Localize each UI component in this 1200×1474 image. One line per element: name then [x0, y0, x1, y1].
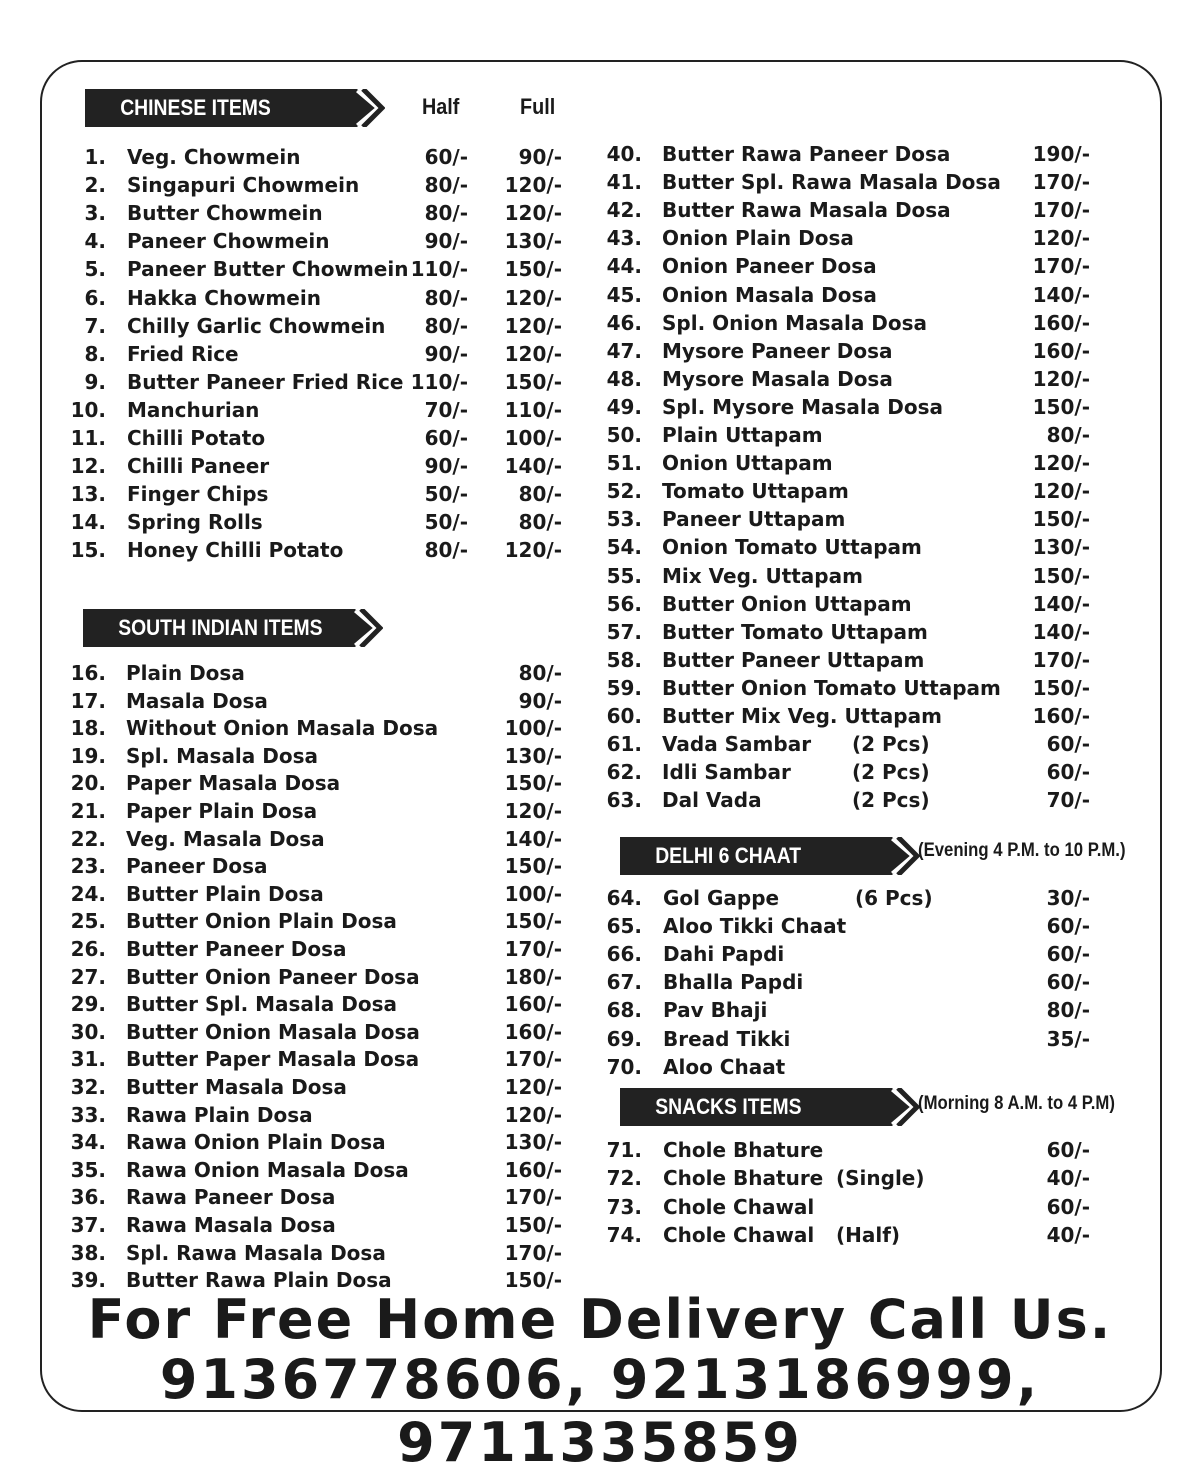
item-number: 11.	[70, 426, 106, 450]
item-number: 2.	[84, 173, 106, 198]
item-number: 61.	[606, 732, 642, 757]
item-number: 41.	[606, 170, 642, 195]
item-half-price: 80/-	[424, 173, 468, 198]
item-name: Aloo Chaat	[663, 1054, 786, 1079]
item-number: 42.	[606, 198, 642, 223]
item-quantity: (2 Pcs)	[852, 788, 930, 813]
menu-item-row	[0, 252, 1200, 280]
item-name: Rawa Plain Dosa	[126, 1102, 313, 1127]
item-name: Bread Tikki	[663, 1026, 791, 1051]
item-name: Onion Uttapam	[662, 451, 833, 476]
item-full-price: 120/-	[504, 285, 562, 310]
item-price: 130/-	[1032, 535, 1090, 560]
item-number: 18.	[70, 716, 106, 741]
item-name: Spring Rolls	[127, 510, 263, 535]
item-price: 40/-	[1046, 1166, 1090, 1191]
item-name: Butter Plain Dosa	[126, 881, 324, 906]
item-quantity: (Single)	[836, 1166, 925, 1191]
item-full-price: 120/-	[504, 341, 562, 366]
item-number: 12.	[70, 454, 106, 479]
item-price: 190/-	[1032, 142, 1090, 166]
item-number: 47.	[606, 338, 642, 363]
menu-item-row	[0, 449, 1200, 477]
item-number: 46.	[606, 310, 642, 335]
item-price: 60/-	[1046, 914, 1090, 939]
item-price: 150/-	[504, 854, 562, 879]
item-price: 120/-	[504, 799, 562, 823]
item-number: 62.	[606, 760, 642, 785]
delivery-call-text: For Free Home Delivery Call Us.	[87, 1288, 1113, 1351]
item-number: 17.	[70, 688, 106, 713]
item-number: 19.	[70, 743, 106, 768]
item-number: 27.	[70, 964, 106, 989]
full-column-header: Full	[520, 94, 556, 119]
item-name: Butter Masala Dosa	[126, 1075, 347, 1099]
item-name: Butter Onion Paneer Dosa	[126, 964, 420, 989]
item-half-price: 50/-	[424, 482, 468, 507]
item-full-price: 80/-	[518, 510, 562, 535]
item-name: Plain Uttapam	[662, 423, 823, 447]
item-number: 9.	[84, 369, 106, 394]
item-name: Rawa Paneer Dosa	[126, 1185, 336, 1210]
item-price: 160/-	[504, 992, 562, 1017]
item-name: Rawa Masala Dosa	[126, 1213, 336, 1237]
item-number: 57.	[606, 619, 642, 644]
menu-item-row	[0, 1025, 1200, 1053]
item-name: Chilli Paneer	[127, 454, 270, 479]
item-half-price: 50/-	[424, 510, 468, 535]
item-name: Butter Paneer Uttapam	[662, 647, 925, 672]
item-half-price: 90/-	[424, 229, 468, 254]
item-name: Dal Vada	[662, 788, 762, 813]
item-half-price: 110/-	[410, 257, 468, 282]
item-price: 60/-	[1046, 1194, 1090, 1219]
item-half-price: 80/-	[424, 538, 468, 563]
chinese-items-banner	[85, 89, 380, 127]
item-name: Idli Sambar	[662, 760, 791, 785]
item-name: Chole Bhature	[663, 1138, 824, 1162]
item-name: Butter Chowmein	[127, 201, 323, 226]
item-name: Vada Sambar	[662, 732, 812, 757]
menu-item-row	[0, 758, 1200, 786]
menu-item-row	[0, 590, 1200, 618]
item-name: Paneer Chowmein	[127, 229, 330, 254]
item-price: 160/-	[1032, 704, 1090, 728]
item-name: Chole Chawal	[663, 1222, 815, 1247]
item-number: 53.	[606, 507, 642, 532]
item-price: 170/-	[504, 937, 562, 961]
item-price: 120/-	[504, 1102, 562, 1127]
item-price: 40/-	[1046, 1222, 1090, 1247]
item-number: 16.	[70, 661, 106, 685]
item-name: Gol Gappe	[663, 886, 780, 910]
item-price: 80/-	[1046, 423, 1090, 447]
item-price: 120/-	[1032, 479, 1090, 504]
item-half-price: 60/-	[424, 145, 468, 169]
item-price: 150/-	[1032, 507, 1090, 532]
menu-item-row	[0, 505, 1200, 533]
item-price: 150/-	[1032, 563, 1090, 588]
item-price: 160/-	[504, 1019, 562, 1044]
item-number: 20.	[70, 771, 106, 796]
item-price: 120/-	[1032, 451, 1090, 476]
item-number: 71.	[606, 1138, 642, 1162]
item-number: 56.	[606, 591, 642, 616]
item-price: 150/-	[504, 1213, 562, 1237]
menu-item-row	[0, 968, 1200, 996]
item-number: 31.	[70, 1047, 106, 1072]
item-price: 130/-	[504, 743, 562, 768]
item-number: 49.	[606, 394, 642, 419]
item-price: 140/-	[1032, 282, 1090, 307]
item-name: Finger Chips	[127, 482, 269, 507]
item-price: 170/-	[504, 1185, 562, 1210]
item-name: Chilli Potato	[127, 426, 266, 450]
item-number: 55.	[606, 563, 642, 588]
item-name: Mysore Masala Dosa	[662, 366, 893, 391]
menu-item-row	[0, 786, 1200, 814]
item-half-price: 70/-	[424, 397, 468, 422]
item-name: Singapuri Chowmein	[127, 173, 360, 198]
menu-item-row	[0, 702, 1200, 730]
item-half-price: 60/-	[424, 426, 468, 450]
item-name: Mysore Paneer Dosa	[662, 338, 893, 363]
item-name: Butter Onion Masala Dosa	[126, 1019, 420, 1044]
item-price: 150/-	[1032, 394, 1090, 419]
snacks-items-title: SNACKS ITEMS	[620, 1088, 875, 1126]
item-number: 21.	[70, 799, 106, 823]
item-full-price: 120/-	[504, 538, 562, 563]
item-number: 3.	[84, 201, 106, 226]
item-price: 35/-	[1046, 1026, 1090, 1051]
item-price: 170/-	[504, 1240, 562, 1265]
item-number: 74.	[606, 1222, 642, 1247]
item-name: Masala Dosa	[126, 688, 268, 713]
item-price: 90/-	[518, 688, 562, 713]
item-name: Butter Paper Masala Dosa	[126, 1047, 420, 1072]
menu-item-row	[0, 477, 1200, 505]
item-full-price: 150/-	[504, 257, 562, 282]
item-number: 14.	[70, 510, 106, 535]
item-quantity: (2 Pcs)	[852, 732, 930, 757]
item-number: 36.	[70, 1185, 106, 1210]
item-price: 160/-	[1032, 338, 1090, 363]
menu-item-row	[0, 730, 1200, 758]
item-price: 30/-	[1046, 886, 1090, 910]
item-number: 13.	[70, 482, 106, 507]
item-number: 29.	[70, 992, 106, 1017]
menu-item-row	[0, 912, 1200, 940]
item-price: 130/-	[504, 1130, 562, 1155]
menu-item-row	[0, 140, 1200, 168]
item-number: 48.	[606, 366, 642, 391]
menu-item-row	[0, 365, 1200, 393]
item-number: 44.	[606, 254, 642, 279]
menu-item-row	[0, 674, 1200, 702]
item-number: 33.	[70, 1102, 106, 1127]
item-name: Chole Chawal	[663, 1194, 815, 1219]
item-number: 26.	[70, 937, 106, 961]
item-price: 150/-	[504, 1268, 562, 1293]
item-price: 70/-	[1046, 788, 1090, 813]
item-name: Butter Onion Uttapam	[662, 591, 912, 616]
item-name: Plain Dosa	[126, 661, 245, 685]
item-half-price: 110/-	[410, 369, 468, 394]
menu-item-row	[0, 618, 1200, 646]
item-number: 67.	[606, 970, 642, 995]
south-indian-items-title: SOUTH INDIAN ITEMS	[83, 609, 338, 647]
chaat-timing-note: (Evening 4 P.M. to 10 P.M.)	[918, 840, 1126, 861]
item-price: 60/-	[1046, 760, 1090, 785]
item-name: Chole Bhature	[663, 1166, 824, 1191]
item-price: 60/-	[1046, 970, 1090, 995]
item-name: Butter Rawa Plain Dosa	[126, 1268, 392, 1293]
item-number: 24.	[70, 881, 106, 906]
item-price: 170/-	[1032, 170, 1090, 195]
phone-numbers: 9136778606, 9213186999, 9711335859	[159, 1348, 1041, 1474]
menu-item-row	[0, 1053, 1200, 1081]
item-price: 170/-	[1032, 198, 1090, 223]
item-price: 120/-	[1032, 366, 1090, 391]
item-price: 100/-	[504, 716, 562, 741]
item-name: Fried Rice	[127, 341, 239, 366]
item-number: 4.	[84, 229, 106, 254]
item-name: Paper Masala Dosa	[126, 771, 341, 796]
item-number: 6.	[84, 285, 106, 310]
item-number: 1.	[84, 145, 106, 169]
item-name: Butter Tomato Uttapam	[662, 619, 928, 644]
menu-item-row	[0, 1193, 1200, 1221]
item-quantity: (6 Pcs)	[855, 886, 933, 910]
item-full-price: 120/-	[504, 201, 562, 226]
item-price: 60/-	[1046, 942, 1090, 967]
item-number: 51.	[606, 451, 642, 476]
menu-item-row	[0, 940, 1200, 968]
item-number: 8.	[84, 341, 106, 366]
item-number: 43.	[606, 226, 642, 251]
item-name: Rawa Onion Masala Dosa	[126, 1157, 409, 1182]
item-price: 80/-	[518, 661, 562, 685]
item-number: 70.	[606, 1054, 642, 1079]
item-name: Butter Paneer Fried Rice	[127, 369, 404, 394]
item-full-price: 120/-	[504, 173, 562, 198]
item-name: Aloo Tikki Chaat	[663, 914, 847, 939]
item-number: 10.	[70, 397, 106, 422]
item-name: Mix Veg. Uttapam	[662, 563, 863, 588]
item-number: 64.	[606, 886, 642, 910]
item-number: 60.	[606, 704, 642, 728]
item-name: Chilly Garlic Chowmein	[127, 313, 386, 338]
item-number: 52.	[606, 479, 642, 504]
item-price: 170/-	[1032, 254, 1090, 279]
item-name: Spl. Masala Dosa	[126, 743, 318, 768]
item-price: 120/-	[504, 1075, 562, 1099]
item-number: 72.	[606, 1166, 642, 1191]
item-full-price: 120/-	[504, 313, 562, 338]
item-name: Onion Plain Dosa	[662, 226, 854, 251]
item-number: 63.	[606, 788, 642, 813]
item-price: 170/-	[504, 1047, 562, 1072]
menu-item-row	[0, 393, 1200, 421]
item-number: 66.	[606, 942, 642, 967]
delhi-6-chaat-banner	[620, 837, 915, 875]
item-number: 30.	[70, 1019, 106, 1044]
item-half-price: 80/-	[424, 285, 468, 310]
item-name: Butter Rawa Paneer Dosa	[662, 142, 951, 166]
item-name: Veg. Masala Dosa	[126, 826, 325, 851]
item-name: Rawa Onion Plain Dosa	[126, 1130, 386, 1155]
item-full-price: 110/-	[504, 397, 562, 422]
item-full-price: 140/-	[504, 454, 562, 479]
item-full-price: 100/-	[504, 426, 562, 450]
snacks-timing-note: (Morning 8 A.M. to 4 P.M)	[918, 1093, 1115, 1114]
item-number: 25.	[70, 909, 106, 934]
item-name: Paper Plain Dosa	[126, 799, 318, 823]
item-number: 69.	[606, 1026, 642, 1051]
item-price: 100/-	[504, 881, 562, 906]
menu-item-row	[0, 281, 1200, 309]
item-price: 60/-	[1046, 732, 1090, 757]
item-name: Spl. Mysore Masala Dosa	[662, 394, 943, 419]
item-price: 150/-	[504, 909, 562, 934]
item-number: 23.	[70, 854, 106, 879]
banner-arrow-icon	[870, 1088, 920, 1126]
menu-item-row	[0, 196, 1200, 224]
item-number: 50.	[606, 423, 642, 447]
item-name: Butter Onion Plain Dosa	[126, 909, 397, 934]
item-price: 120/-	[1032, 226, 1090, 251]
item-number: 40.	[606, 142, 642, 166]
half-column-header: Half	[422, 94, 460, 119]
item-name: Butter Rawa Masala Dosa	[662, 198, 951, 223]
item-quantity: (2 Pcs)	[852, 760, 930, 785]
item-number: 54.	[606, 535, 642, 560]
item-price: 160/-	[1032, 310, 1090, 335]
item-quantity: (Half)	[836, 1222, 901, 1247]
item-full-price: 90/-	[518, 145, 562, 169]
item-number: 59.	[606, 675, 642, 700]
delhi-6-chaat-title: DELHI 6 CHAAT	[620, 837, 875, 875]
item-number: 39.	[70, 1268, 106, 1293]
item-price: 140/-	[1032, 619, 1090, 644]
item-price: 140/-	[504, 826, 562, 851]
item-name: Paneer Dosa	[126, 854, 268, 879]
menu-item-row	[0, 421, 1200, 449]
item-name: Paneer Uttapam	[662, 507, 846, 532]
item-price: 180/-	[504, 964, 562, 989]
item-name: Tomato Uttapam	[662, 479, 849, 504]
item-name: Without Onion Masala Dosa	[126, 716, 439, 741]
item-number: 68.	[606, 998, 642, 1023]
item-name: Honey Chilli Potato	[127, 538, 344, 563]
menu-item-row	[0, 562, 1200, 590]
item-number: 15.	[70, 538, 106, 563]
item-number: 5.	[84, 257, 106, 282]
menu-item-row	[0, 533, 1200, 561]
banner-arrow-icon	[335, 89, 385, 127]
item-number: 37.	[70, 1213, 106, 1237]
item-name: Veg. Chowmein	[127, 145, 301, 169]
menu-item-row	[0, 996, 1200, 1024]
item-number: 65.	[606, 914, 642, 939]
item-name: Manchurian	[127, 397, 260, 422]
item-name: Pav Bhaji	[663, 998, 768, 1023]
menu-item-row	[0, 1136, 1200, 1164]
item-price: 150/-	[504, 771, 562, 796]
chinese-items-title: CHINESE ITEMS	[85, 89, 340, 127]
item-name: Spl. Onion Masala Dosa	[662, 310, 928, 335]
item-name: Dahi Papdi	[663, 942, 785, 967]
item-full-price: 80/-	[518, 482, 562, 507]
item-full-price: 130/-	[504, 229, 562, 254]
item-name: Butter Spl. Masala Dosa	[126, 992, 397, 1017]
menu-item-row	[0, 1221, 1200, 1249]
item-number: 73.	[606, 1194, 642, 1219]
menu-item-row	[0, 309, 1200, 337]
item-price: 170/-	[1032, 647, 1090, 672]
item-name: Butter Mix Veg. Uttapam	[662, 704, 942, 728]
item-half-price: 90/-	[424, 341, 468, 366]
menu-item-row	[0, 168, 1200, 196]
snacks-items-banner	[620, 1088, 915, 1126]
menu-item-row	[0, 337, 1200, 365]
item-name: Onion Masala Dosa	[662, 282, 877, 307]
item-name: Hakka Chowmein	[127, 285, 321, 310]
item-name: Spl. Rawa Masala Dosa	[126, 1240, 386, 1265]
item-number: 32.	[70, 1075, 106, 1099]
banner-arrow-icon	[870, 837, 920, 875]
item-number: 38.	[70, 1240, 106, 1265]
item-number: 45.	[606, 282, 642, 307]
item-price: 80/-	[1046, 998, 1090, 1023]
item-name: Onion Tomato Uttapam	[662, 535, 922, 560]
item-name: Butter Onion Tomato Uttapam	[662, 675, 1001, 700]
item-price: 160/-	[504, 1157, 562, 1182]
item-name: Onion Paneer Dosa	[662, 254, 877, 279]
menu-item-row	[0, 884, 1200, 912]
item-number: 7.	[84, 313, 106, 338]
item-price: 140/-	[1032, 591, 1090, 616]
menu-item-row	[0, 1164, 1200, 1192]
item-half-price: 80/-	[424, 201, 468, 226]
item-name: Paneer Butter Chowmein	[127, 257, 409, 282]
item-price: 60/-	[1046, 1138, 1090, 1162]
item-half-price: 80/-	[424, 313, 468, 338]
item-number: 34.	[70, 1130, 106, 1155]
item-half-price: 90/-	[424, 454, 468, 479]
item-number: 35.	[70, 1157, 106, 1182]
menu-item-row	[0, 646, 1200, 674]
item-number: 22.	[70, 826, 106, 851]
item-price: 150/-	[1032, 675, 1090, 700]
item-number: 58.	[606, 647, 642, 672]
item-name: Butter Spl. Rawa Masala Dosa	[662, 170, 1001, 195]
item-name: Butter Paneer Dosa	[126, 937, 347, 961]
item-name: Bhalla Papdi	[663, 970, 804, 995]
menu-item-row	[0, 224, 1200, 252]
item-full-price: 150/-	[504, 369, 562, 394]
